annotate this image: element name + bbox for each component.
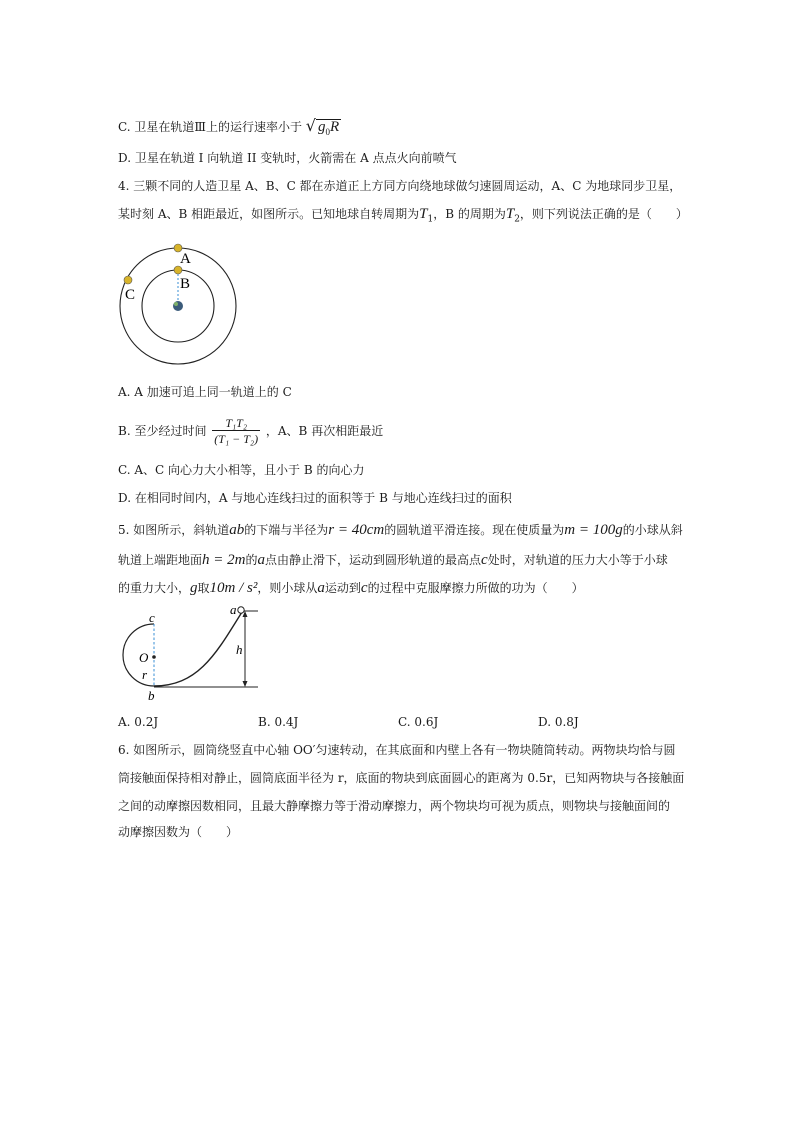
q3-option-c: C. 卫星在轨道Ⅲ上的运行速率小于 √ $g_0R$ bbox=[118, 118, 341, 140]
q6-stem-line3: 之间的动摩擦因数相同，且最大静摩擦力等于滑动摩擦力，两个物块均可视为质点，则物块与接触面间的 bbox=[118, 799, 671, 813]
label-o: O bbox=[139, 650, 149, 665]
earth-icon bbox=[173, 301, 183, 311]
ball-icon bbox=[238, 607, 244, 613]
q5-option-c: C. 0.6J bbox=[398, 715, 439, 729]
center-o-dot bbox=[152, 655, 156, 659]
q4-stem-line2: 某时刻 A、B 相距最近，如图所示。已知地球自转周期为$T_1$，B 的周期为$T_2$，则下列说法正确的是（ ） bbox=[118, 206, 688, 225]
label-a: a bbox=[230, 602, 237, 617]
label-b: B bbox=[180, 276, 191, 292]
q4-stem-line1: 4. 三颗不同的人造卫星 A、B、C 都在赤道正上方同方向绕地球做匀速圆周运动，A、C 为地球同步卫星， bbox=[118, 179, 682, 193]
sqrt-g0r: $g_0R$ bbox=[316, 119, 341, 140]
label-b: b bbox=[148, 688, 155, 703]
q5-stem-line1: 5. 如图所示，斜轨道ab的下端与半径为r = 40cm的圆轨道平滑连接。现在使质量为m = 100g的小球从斜 bbox=[118, 522, 683, 538]
q6-stem-line4: 动摩擦因数为（ ） bbox=[118, 825, 239, 839]
q5-stem-line2: 轨道上端距地面h = 2m的a点由静止滑下，运动到圆形轨道的最高点c处时，对轨道的压力大小等于小球 bbox=[118, 552, 668, 568]
label-h: h bbox=[236, 642, 243, 657]
q4-option-d: D. 在相同时间内，A 与地心连线扫过的面积等于 B 与地心连线扫过的面积 bbox=[118, 491, 512, 505]
label-c: c bbox=[149, 610, 155, 625]
q5-option-a: A. 0.2J bbox=[118, 715, 159, 729]
q6-stem-line2: 筒接触面保持相对静止，圆筒底面半径为 r，底面的物块到底面圆心的距离为 0.5r，已知两物块与各接触面 bbox=[118, 771, 685, 785]
satellite-c-dot bbox=[124, 276, 132, 284]
label-a: A bbox=[180, 251, 191, 267]
q5-track-figure bbox=[118, 602, 268, 703]
q4-option-c: C. A、C 向心力大小相等，且小于 B 的向心力 bbox=[118, 463, 365, 477]
q5-option-d: D. 0.8J bbox=[538, 715, 579, 729]
label-c: C bbox=[125, 287, 136, 303]
q5-option-b: B. 0.4J bbox=[258, 715, 299, 729]
q4-option-b: B. 至少经过时间 $\frac{\text{T₁T₂}}{\text{(T₁ − T₂)}}$ ，A、B 再次相距最近 bbox=[118, 416, 384, 446]
satellite-b-dot bbox=[174, 266, 182, 274]
q4-fraction: $\frac{\text{T₁T₂}}{\text{(T₁ − T₂)}}$ bbox=[214, 416, 259, 446]
q6-stem-line1: 6. 如图所示，圆筒绕竖直中心轴 OO′匀速转动，在其底面和内壁上各有一物块随筒转动。两物块均恰与圆 bbox=[118, 743, 676, 757]
q5-stem-line3: 的重力大小，g取10m / s²，则小球从a运动到c的过程中克服摩擦力所做的功为（ ） bbox=[118, 580, 584, 596]
q3-option-d: D. 卫星在轨道 I 向轨道 II 变轨时，火箭需在 A 点点火向前喷气 bbox=[118, 151, 457, 165]
q4-orbit-figure bbox=[118, 238, 238, 368]
label-r: r bbox=[142, 667, 148, 682]
q4-option-a: A. A 加速可追上同一轨道上的 C bbox=[118, 385, 292, 399]
